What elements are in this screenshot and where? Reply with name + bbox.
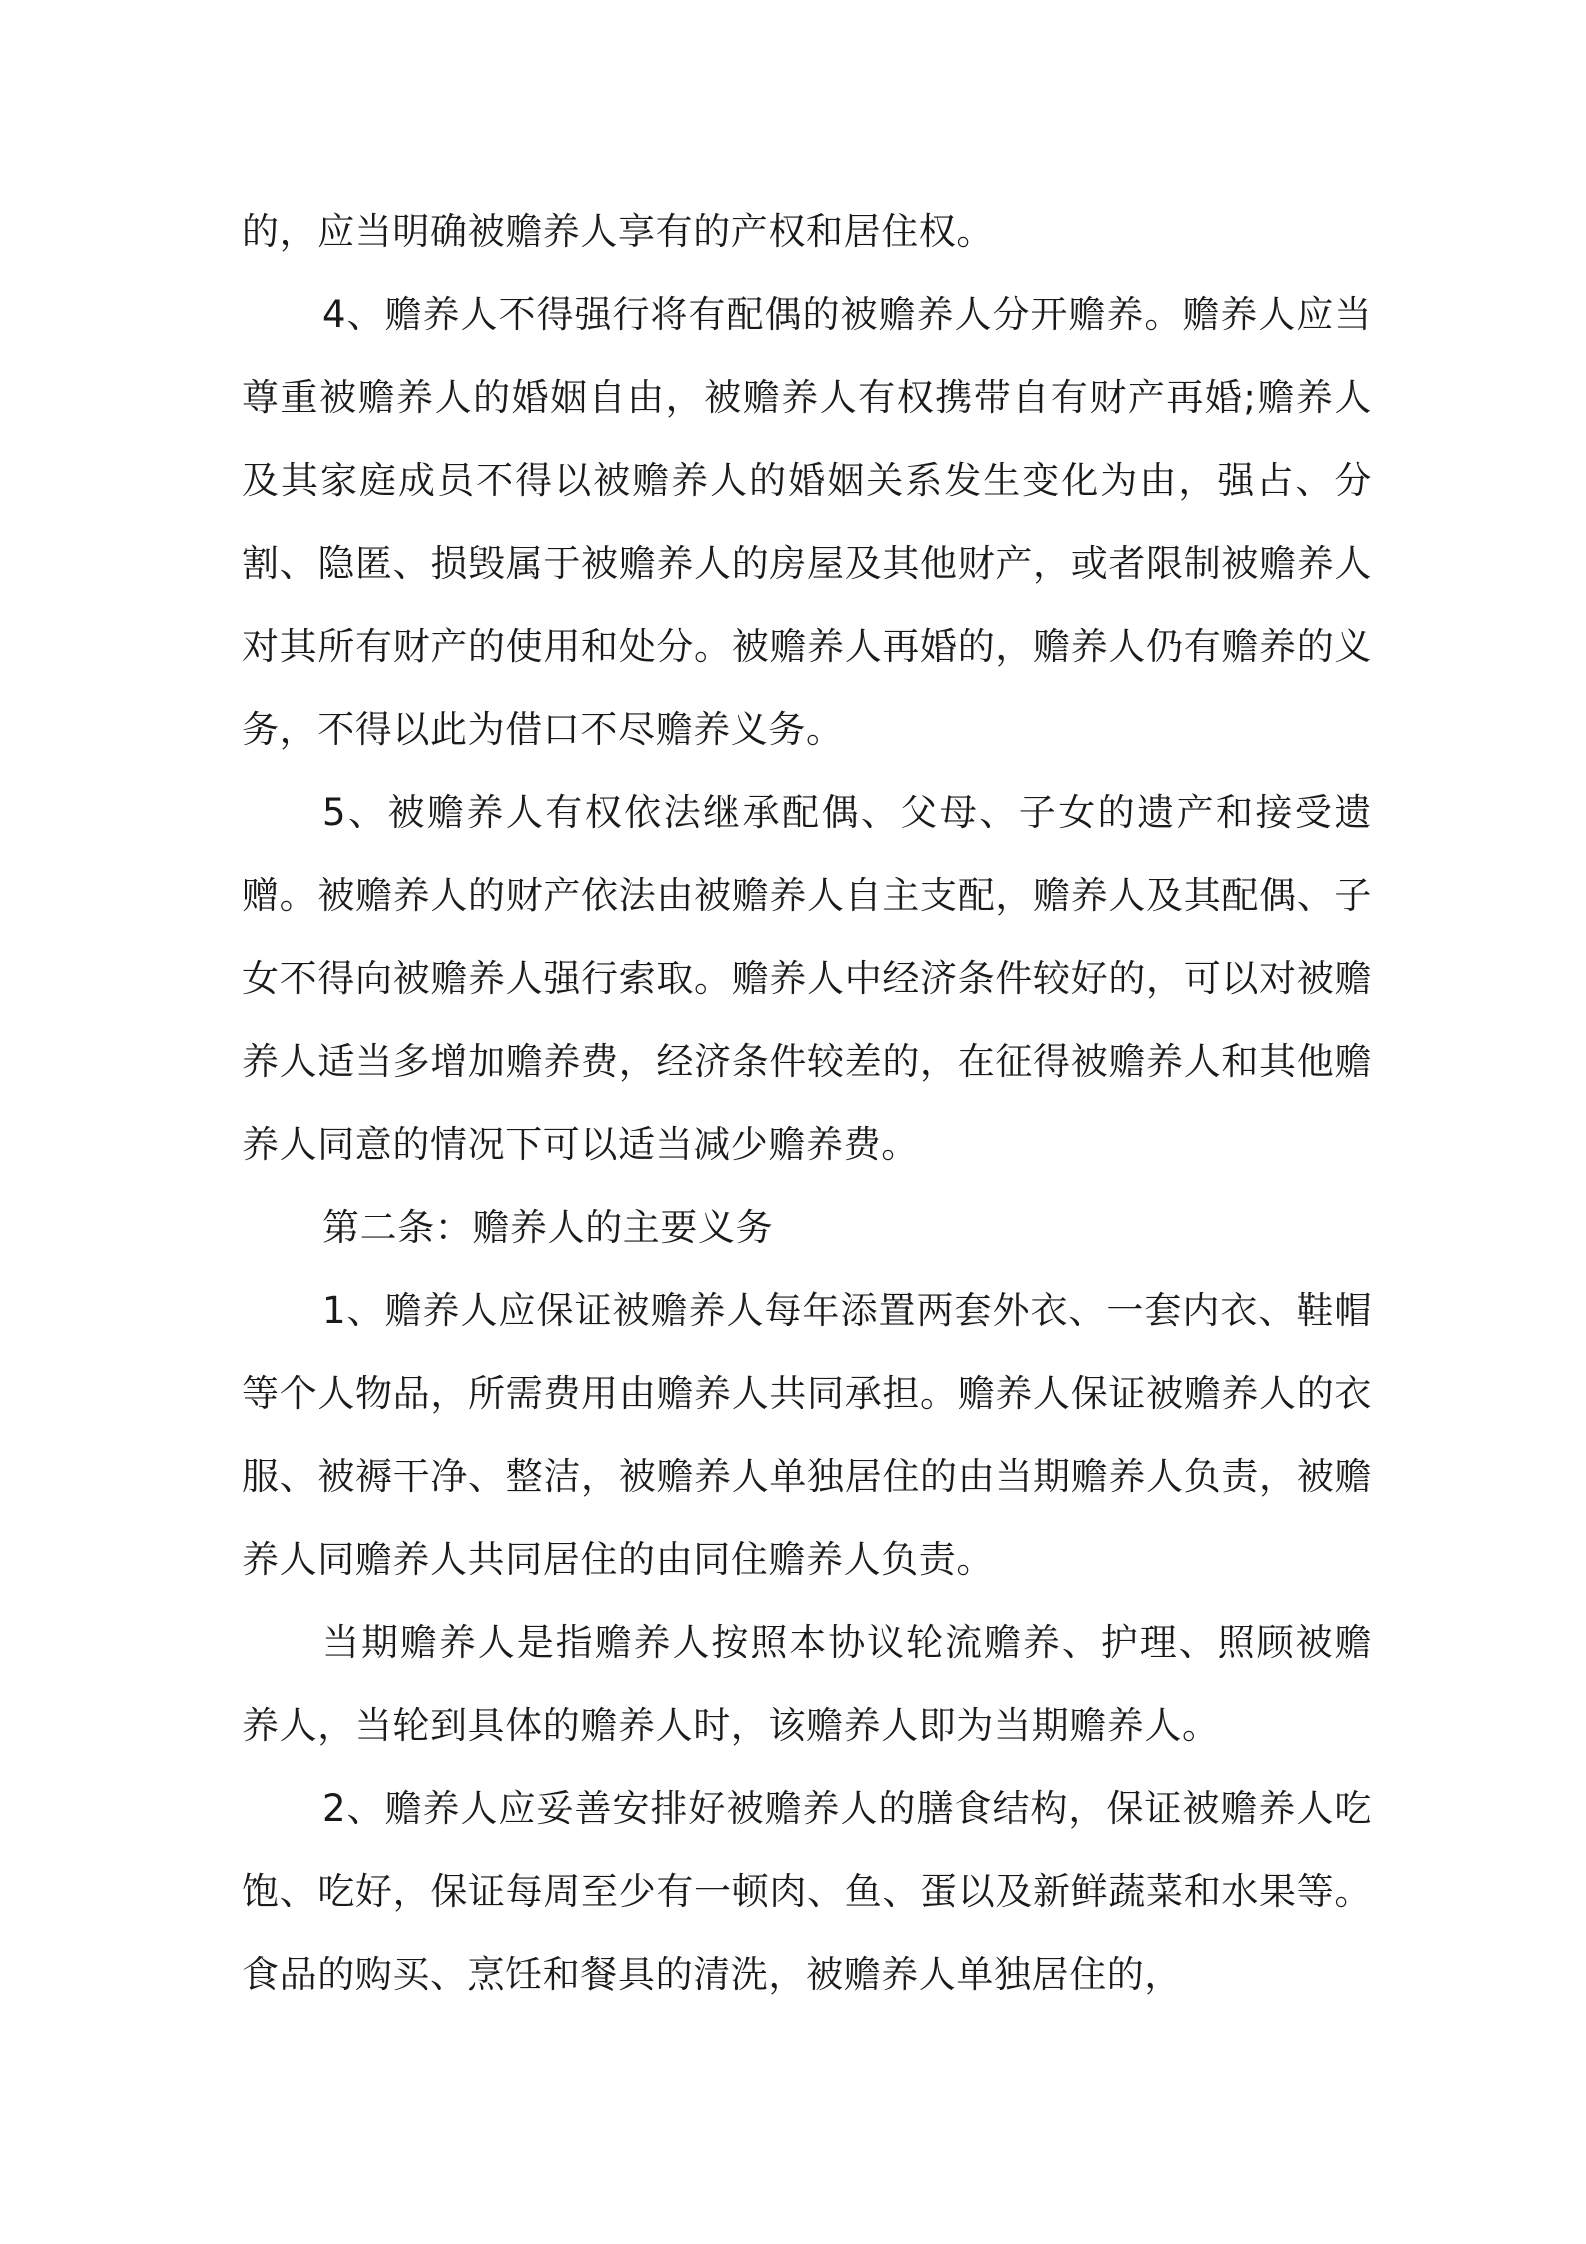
paragraph-clause-4: 4、赡养人不得强行将有配偶的被赡养人分开赡养。赡养人应当尊重被赡养人的婚姻自由，被赡养人有权携带自有财产再婚;赡养人及其家庭成员不得以被赡养人的婚姻关系发生变化为由，强占、分割、隐匿、损毁属于被赡养人的房屋及其他财产，或者限制被赡养人对其所有财产的使用和处分。被赡养人再婚的，赡养人仍有赡养的义务，不得以此为借口不尽赡养义务。 (242, 293, 1372, 751)
paragraph-continuation: 的，应当明确被赡养人享有的产权和居住权。 (242, 210, 994, 253)
paragraph-duty-1: 1、赡养人应保证被赡养人每年添置两套外衣、一套内衣、鞋帽等个人物品，所需费用由赡养人共同承担。赡养人保证被赡养人的衣服、被褥干净、整洁，被赡养人单独居住的由当期赡养人负责，被赡养人同赡养人共同居住的由同住赡养人负责。 (242, 1289, 1372, 1581)
article-2-heading: 第二条：赡养人的主要义务 (322, 1206, 774, 1249)
paragraph-clause-5: 5、被赡养人有权依法继承配偶、父母、子女的遗产和接受遗赠。被赡养人的财产依法由被赡养人自主支配，赡养人及其配偶、子女不得向被赡养人强行索取。赡养人中经济条件较好的，可以对被赡养人适当多增加赡养费，经济条件较差的，在征得被赡养人和其他赡养人同意的情况下可以适当减少赡养费。 (242, 791, 1372, 1166)
paragraph-duty-2: 2、赡养人应妥善安排好被赡养人的膳食结构，保证被赡养人吃饱、吃好，保证每周至少有一顿肉、鱼、蛋以及新鲜蔬菜和水果等。食品的购买、烹饪和餐具的清洗，被赡养人单独居住的， (242, 1787, 1372, 1996)
paragraph-definition: 当期赡养人是指赡养人按照本协议轮流赡养、护理、照顾被赡养人，当轮到具体的赡养人时，该赡养人即为当期赡养人。 (242, 1621, 1372, 1747)
document-body (242, 190, 1372, 2016)
